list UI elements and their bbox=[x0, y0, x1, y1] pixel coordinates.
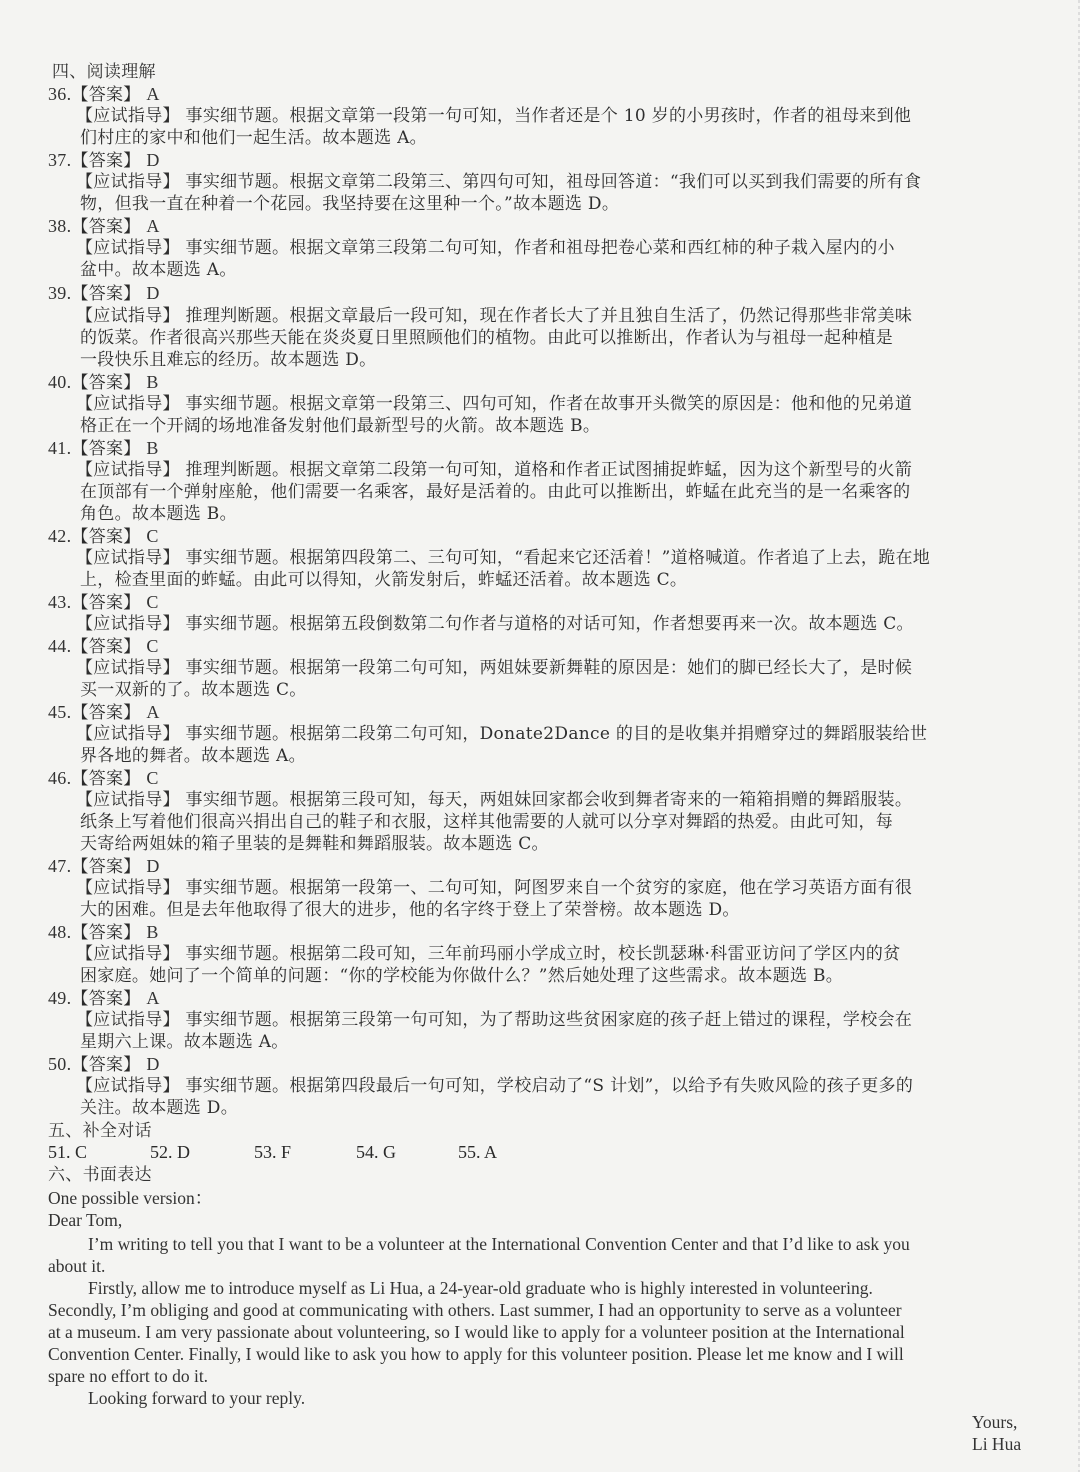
question-number: 48. bbox=[48, 922, 72, 942]
answer-value: B bbox=[146, 372, 159, 392]
question-number: 37. bbox=[48, 150, 72, 170]
guide-label: 【应试指导】 bbox=[76, 172, 180, 192]
answer-value: C bbox=[146, 768, 159, 788]
q39-answer-row bbox=[48, 282, 160, 305]
answer-label: 【答案】 bbox=[71, 769, 141, 789]
question-number: 42. bbox=[48, 526, 72, 546]
answer-label: 【答案】 bbox=[71, 284, 141, 304]
letter-line-6: Convention Center. Finally, I would like to ask you how to apply for this volunteer position. Please let me know and I will bbox=[48, 1344, 904, 1364]
q43-guide-line-1: 【应试指导】 事实细节题。根据第五段倒数第二句作者与道格的对话可知，作者想要再来一次。故本题选 C。 bbox=[76, 614, 914, 634]
answer-label: 【答案】 bbox=[71, 527, 141, 547]
q40-answer-row bbox=[48, 371, 159, 394]
guide-label: 【应试指导】 bbox=[76, 944, 180, 964]
q49-guide-line-2: 星期六上课。故本题选 A。 bbox=[80, 1032, 289, 1052]
question-number: 40. bbox=[48, 372, 72, 392]
question-number: 49. bbox=[48, 988, 72, 1008]
answer-value: C bbox=[146, 592, 159, 612]
answer-value: C bbox=[146, 636, 159, 656]
guide-label: 【应试指导】 bbox=[76, 790, 180, 810]
letter-line-5: at a museum. I am very passionate about volunteering, so I would like to apply for a volunteer position at the International bbox=[48, 1322, 905, 1342]
q42-guide-line-2: 上，检查里面的蚱蜢。由此可以得知，火箭发射后，蚱蜢还活着。故本题选 C。 bbox=[80, 570, 688, 590]
section4-title: 四、阅读理解 bbox=[52, 62, 156, 82]
q46-guide-line-1: 【应试指导】 事实细节题。根据第三段可知，每天，两姐妹回家都会收到舞者寄来的一箱箱捐赠的舞蹈服装。 bbox=[76, 790, 913, 810]
guide-label: 【应试指导】 bbox=[76, 394, 180, 414]
q37-guide-line-2: 物，但我一直在种着一个花园。我坚持要在这里种一个。”故本题选 D。 bbox=[80, 194, 620, 214]
answer-label: 【答案】 bbox=[71, 439, 141, 459]
answer-value: A bbox=[146, 216, 160, 236]
answer-value: A bbox=[146, 988, 160, 1008]
question-number: 44. bbox=[48, 636, 72, 656]
q39-guide-line-1: 【应试指导】 推理判断题。根据文章最后一段可知，现在作者长大了并且独自生活了，仍然记得那些非常美味 bbox=[76, 306, 913, 326]
q44-guide-line-2: 买一双新的了。故本题选 C。 bbox=[80, 680, 307, 700]
answer-value: B bbox=[146, 438, 159, 458]
q47-guide-line-1: 【应试指导】 事实细节题。根据第一段第一、二句可知，阿图罗来自一个贫穷的家庭，他在学习英语方面有很 bbox=[76, 878, 913, 898]
q38-guide-line-2: 盆中。故本题选 A。 bbox=[80, 260, 237, 280]
q44-guide-line-1: 【应试指导】 事实细节题。根据第一段第二句可知，两姐妹要新舞鞋的原因是：她们的脚已经长大了，是时候 bbox=[76, 658, 913, 678]
q42-answer-row bbox=[48, 525, 159, 548]
answer-label: 【答案】 bbox=[71, 923, 141, 943]
q49-answer-row bbox=[48, 987, 160, 1010]
guide-label: 【应试指导】 bbox=[76, 238, 180, 258]
letter-salutation: Dear Tom, bbox=[48, 1210, 123, 1230]
guide-label: 【应试指导】 bbox=[76, 658, 180, 678]
q50-answer-row bbox=[48, 1053, 160, 1076]
q45-guide-line-2: 界各地的舞者。故本题选 A。 bbox=[80, 746, 306, 766]
answer-label: 【答案】 bbox=[71, 989, 141, 1009]
question-number: 47. bbox=[48, 856, 72, 876]
answer-label: 【答案】 bbox=[71, 593, 141, 613]
letter-line-1: I’m writing to tell you that I want to be a volunteer at the International Convention Center and that I’d like to ask you bbox=[88, 1234, 910, 1254]
letter-line-2: about it. bbox=[48, 1256, 106, 1276]
answer-53: 53. F bbox=[254, 1142, 292, 1162]
guide-label: 【应试指导】 bbox=[76, 1076, 180, 1096]
answer-value: B bbox=[146, 922, 159, 942]
question-number: 39. bbox=[48, 283, 72, 303]
letter-closing: Yours, bbox=[972, 1412, 1018, 1432]
answer-label: 【答案】 bbox=[71, 85, 141, 105]
q38-guide-line-1: 【应试指导】 事实细节题。根据文章第三段第二句可知，作者和祖母把卷心菜和西红柿的种子栽入屋内的小 bbox=[76, 238, 895, 258]
letter-signature: Li Hua bbox=[972, 1434, 1022, 1454]
letter-line-4: Secondly, I’m obliging and good at communicating with others. Last summer, I had an opportunity to serve as a volunteer bbox=[48, 1300, 902, 1320]
answer-value: D bbox=[146, 1054, 160, 1074]
q41-guide-line-2: 在顶部有一个弹射座舱，他们需要一名乘客，最好是活着的。由此可以推断出，蚱蜢在此充当的是一名乘客的 bbox=[80, 482, 911, 502]
q47-answer-row bbox=[48, 855, 160, 878]
q36-guide-line-2: 们村庄的家中和他们一起生活。故本题选 A。 bbox=[80, 128, 427, 148]
answer-label: 【答案】 bbox=[71, 857, 141, 877]
letter-line-3: Firstly, allow me to introduce myself as Li Hua, a 24-year-old graduate who is highly interested in volunteering. bbox=[88, 1278, 873, 1298]
guide-label: 【应试指导】 bbox=[76, 460, 180, 480]
section6-title: 六、书面表达 bbox=[48, 1165, 152, 1185]
guide-label: 【应试指导】 bbox=[76, 724, 180, 744]
q45-guide-line-1: 【应试指导】 事实细节题。根据第二段第二句可知，Donate2Dance 的目的是收集并捐赠穿过的舞蹈服装给世 bbox=[76, 724, 928, 744]
q48-guide-line-2: 困家庭。她问了一个简单的问题：“你的学校能为你做什么？”然后她处理了这些需求。故本题选 B。 bbox=[80, 966, 844, 986]
answer-label: 【答案】 bbox=[71, 373, 141, 393]
q39-guide-line-2: 的饭菜。作者很高兴那些天能在炎炎夏日里照顾他们的植物。由此可以推断出，作者认为与祖母一起种植是 bbox=[80, 328, 894, 348]
guide-label: 【应试指导】 bbox=[76, 306, 180, 326]
q41-guide-line-1: 【应试指导】 推理判断题。根据文章第二段第一句可知，道格和作者正试图捕捉蚱蜢，因为这个新型号的火箭 bbox=[76, 460, 913, 480]
question-number: 41. bbox=[48, 438, 72, 458]
q45-answer-row bbox=[48, 701, 160, 724]
q41-answer-row bbox=[48, 437, 159, 460]
section5-title: 五、补全对话 bbox=[48, 1121, 152, 1141]
answer-55: 55. A bbox=[458, 1142, 498, 1162]
question-number: 45. bbox=[48, 702, 72, 722]
question-number: 50. bbox=[48, 1054, 72, 1074]
q40-guide-line-2: 格正在一个开阔的场地准备发射他们最新型号的火箭。故本题选 B。 bbox=[80, 416, 601, 436]
q46-guide-line-3: 天寄给两姐妹的箱子里装的是舞鞋和舞蹈服装。故本题选 C。 bbox=[80, 834, 549, 854]
question-number: 36. bbox=[48, 84, 72, 104]
q37-answer-row bbox=[48, 149, 160, 172]
guide-label: 【应试指导】 bbox=[76, 106, 180, 126]
letter-line-8: Looking forward to your reply. bbox=[88, 1388, 306, 1408]
answer-52: 52. D bbox=[150, 1142, 190, 1162]
answer-label: 【答案】 bbox=[71, 703, 141, 723]
q40-guide-line-1: 【应试指导】 事实细节题。根据文章第一段第三、四句可知，作者在故事开头微笑的原因是：他和他的兄弟道 bbox=[76, 394, 913, 414]
answer-value: A bbox=[146, 702, 160, 722]
letter-line-7: spare no effort to do it. bbox=[48, 1366, 209, 1386]
q48-guide-line-1: 【应试指导】 事实细节题。根据第二段可知，三年前玛丽小学成立时，校长凯瑟琳·科雷亚访问了学区内的贫 bbox=[76, 944, 901, 964]
question-number: 46. bbox=[48, 768, 72, 788]
guide-label: 【应试指导】 bbox=[76, 1010, 180, 1030]
answer-value: C bbox=[146, 526, 159, 546]
q50-guide-line-1: 【应试指导】 事实细节题。根据第四段最后一句可知，学校启动了“S 计划”，以给予有失败风险的孩子更多的 bbox=[76, 1076, 914, 1096]
question-number: 43. bbox=[48, 592, 72, 612]
answer-51: 51. C bbox=[48, 1142, 88, 1162]
answer-54: 54. G bbox=[356, 1142, 396, 1162]
answer-label: 【答案】 bbox=[71, 151, 141, 171]
q50-guide-line-2: 关注。故本题选 D。 bbox=[80, 1098, 239, 1118]
question-number: 38. bbox=[48, 216, 72, 236]
guide-label: 【应试指导】 bbox=[76, 878, 180, 898]
q36-answer-row bbox=[48, 83, 160, 106]
q36-guide-line-1: 【应试指导】 事实细节题。根据文章第一段第一句可知，当作者还是个 10 岁的小男孩时，作者的祖母来到他 bbox=[76, 106, 912, 126]
q43-answer-row bbox=[48, 591, 159, 614]
answer-label: 【答案】 bbox=[71, 637, 141, 657]
guide-label: 【应试指导】 bbox=[76, 548, 180, 568]
answer-value: D bbox=[146, 283, 160, 303]
answer-value: A bbox=[146, 84, 160, 104]
q44-answer-row bbox=[48, 635, 159, 658]
q41-guide-line-3: 角色。故本题选 B。 bbox=[80, 504, 237, 524]
q37-guide-line-1: 【应试指导】 事实细节题。根据文章第二段第三、第四句可知，祖母回答道：“我们可以买到我们需要的所有食 bbox=[76, 172, 922, 192]
q48-answer-row bbox=[48, 921, 159, 944]
answer-label: 【答案】 bbox=[71, 217, 141, 237]
q46-answer-row bbox=[48, 767, 159, 790]
q38-answer-row bbox=[48, 215, 160, 238]
answer-label: 【答案】 bbox=[71, 1055, 141, 1075]
q39-guide-line-3: 一段快乐且难忘的经历。故本题选 D。 bbox=[80, 350, 377, 370]
q47-guide-line-2: 大的困难。但是去年他取得了很大的进步，他的名字终于登上了荣誉榜。故本题选 D。 bbox=[80, 900, 740, 920]
answer-value: D bbox=[146, 150, 160, 170]
sample-intro: One possible version： bbox=[48, 1188, 213, 1208]
q46-guide-line-2: 纸条上写着他们很高兴捐出自己的鞋子和衣服，这样其他需要的人就可以分享对舞蹈的热爱。由此可知，每 bbox=[80, 812, 894, 832]
q42-guide-line-1: 【应试指导】 事实细节题。根据第四段第二、三句可知，“看起来它还活着！”道格喊道。作者追了上去，跪在地 bbox=[76, 548, 931, 568]
guide-label: 【应试指导】 bbox=[76, 614, 180, 634]
q49-guide-line-1: 【应试指导】 事实细节题。根据第三段第一句可知，为了帮助这些贫困家庭的孩子赶上错过的课程，学校会在 bbox=[76, 1010, 913, 1030]
answer-value: D bbox=[146, 856, 160, 876]
